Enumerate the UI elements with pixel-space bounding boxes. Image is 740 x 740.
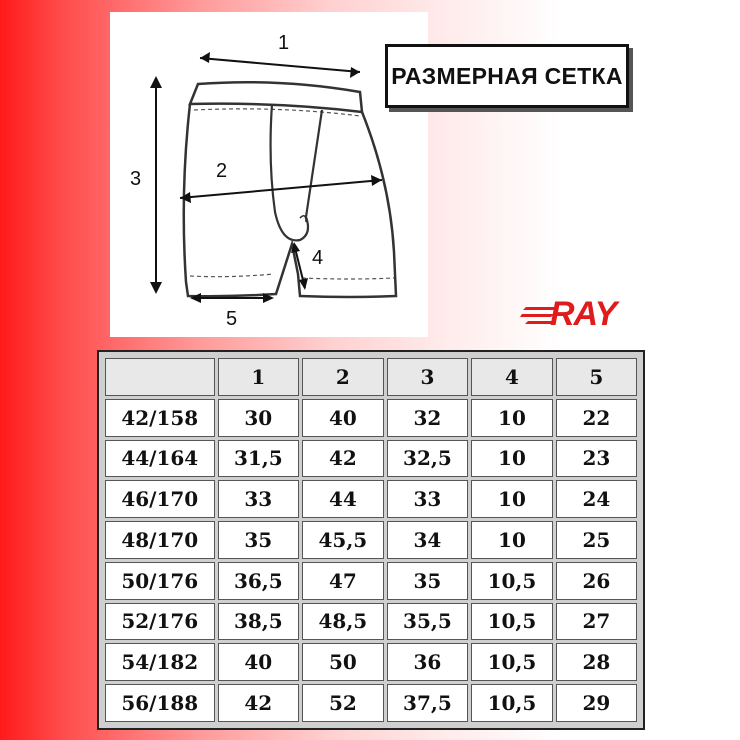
measurement-cell: 35,5	[387, 603, 469, 641]
measurement-cell: 44	[302, 480, 384, 518]
page-title: РАЗМЕРНАЯ СЕТКА	[391, 62, 623, 89]
measurement-cell: 27	[556, 603, 637, 641]
measurement-cell: 32,5	[387, 440, 469, 478]
measurement-cell: 10,5	[471, 603, 553, 641]
size-label-cell: 52/176	[105, 603, 215, 641]
measurement-cell: 30	[218, 399, 300, 437]
column-header: 2	[302, 358, 384, 396]
measurement-cell: 33	[218, 480, 300, 518]
measurement-cell: 36,5	[218, 562, 300, 600]
measurement-cell: 34	[387, 521, 469, 559]
table-row	[105, 562, 637, 600]
table-row	[105, 399, 637, 437]
measurement-cell: 45,5	[302, 521, 384, 559]
column-header: 3	[387, 358, 469, 396]
size-table	[97, 350, 645, 730]
measurement-cell: 32	[387, 399, 469, 437]
measurement-cell: 10,5	[471, 684, 553, 722]
column-header: 4	[471, 358, 553, 396]
table-row	[105, 480, 637, 518]
measurement-label-3: 3	[130, 168, 142, 190]
measurement-cell: 24	[556, 480, 637, 518]
header-corner-cell	[105, 358, 215, 396]
measurement-cell: 35	[218, 521, 300, 559]
title-box	[385, 44, 629, 108]
measurement-cell: 40	[218, 643, 300, 681]
brand-logo	[520, 294, 632, 334]
size-label-cell: 54/182	[105, 643, 215, 681]
measurement-cell: 48,5	[302, 603, 384, 641]
shorts-diagram	[110, 12, 428, 337]
measurement-cell: 52	[302, 684, 384, 722]
size-label-cell: 42/158	[105, 399, 215, 437]
logo-text: RAY	[550, 295, 617, 333]
table-row	[105, 684, 637, 722]
size-label-cell: 50/176	[105, 562, 215, 600]
measurement-cell: 40	[302, 399, 384, 437]
measurement-cell: 47	[302, 562, 384, 600]
size-label-cell: 56/188	[105, 684, 215, 722]
measurement-cell: 10	[471, 399, 553, 437]
column-header: 5	[556, 358, 637, 396]
measurement-cell: 36	[387, 643, 469, 681]
measurement-cell: 37,5	[387, 684, 469, 722]
measurement-cell: 28	[556, 643, 637, 681]
measurement-cell: 35	[387, 562, 469, 600]
measurement-cell: 42	[302, 440, 384, 478]
measurement-cell: 10,5	[471, 562, 553, 600]
measurement-cell: 31,5	[218, 440, 300, 478]
size-label-cell: 44/164	[105, 440, 215, 478]
measurement-cell: 38,5	[218, 603, 300, 641]
measurement-cell: 25	[556, 521, 637, 559]
shorts-outline-icon	[110, 12, 428, 337]
measurement-label-4: 4	[312, 247, 324, 269]
table-row	[105, 603, 637, 641]
size-label-cell: 48/170	[105, 521, 215, 559]
table-header-row	[105, 358, 637, 396]
measurement-cell: 29	[556, 684, 637, 722]
measurement-label-2: 2	[216, 160, 228, 182]
measurement-label-5: 5	[226, 308, 238, 330]
measurement-label-1: 1	[278, 32, 290, 54]
size-label-cell: 46/170	[105, 480, 215, 518]
table-row	[105, 440, 637, 478]
measurement-cell: 22	[556, 399, 637, 437]
measurement-cell: 10,5	[471, 643, 553, 681]
measurement-cell: 33	[387, 480, 469, 518]
measurement-cell: 23	[556, 440, 637, 478]
measurement-cell: 10	[471, 480, 553, 518]
table-row	[105, 521, 637, 559]
measurement-cell: 10	[471, 521, 553, 559]
measurement-cell: 42	[218, 684, 300, 722]
table-row	[105, 643, 637, 681]
measurement-cell: 50	[302, 643, 384, 681]
column-header: 1	[218, 358, 300, 396]
measurement-cell: 26	[556, 562, 637, 600]
measurement-cell: 10	[471, 440, 553, 478]
